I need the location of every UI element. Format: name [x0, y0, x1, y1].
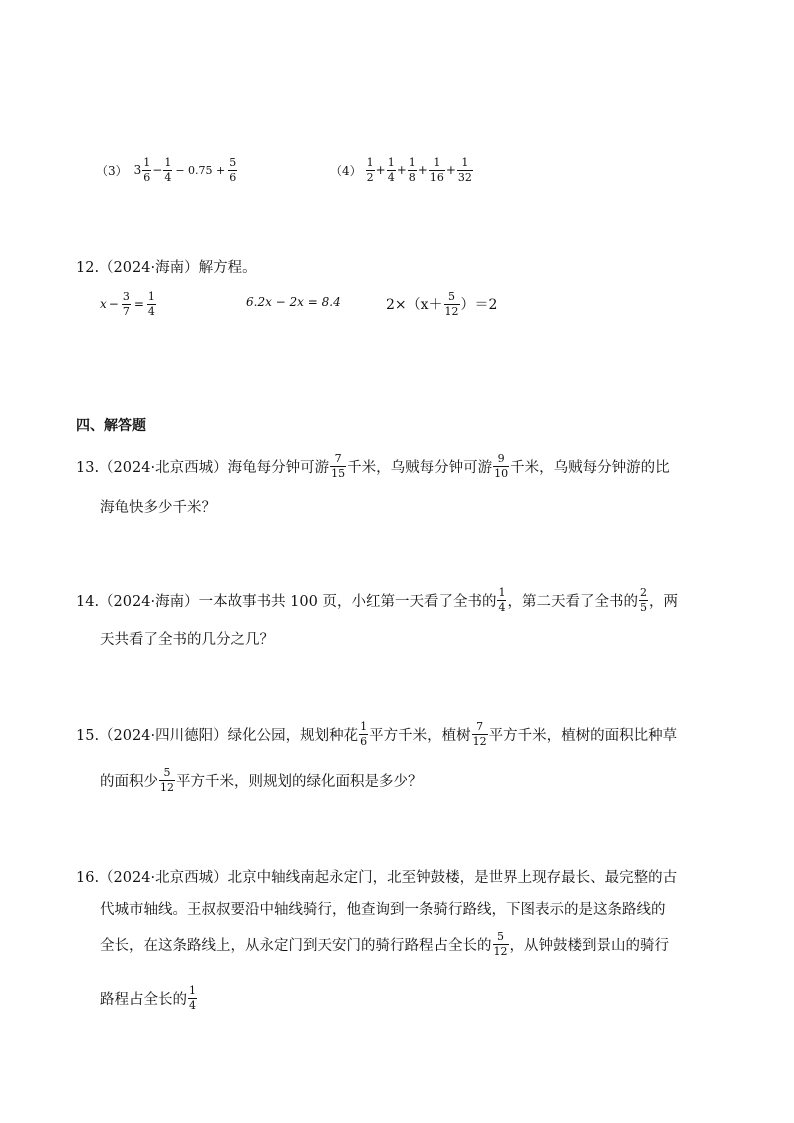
fraction: $\frac{7}{15}$ — [331, 451, 346, 480]
text: 15.（2024·四川德阳）绿化公园，规划种花 — [76, 727, 359, 744]
operator: + — [375, 163, 386, 177]
equation-part: 2×（x＋ — [386, 297, 443, 313]
text: 平方千米，植树的面积比种草 — [488, 727, 678, 744]
fraction: $\frac{2}{5}$ — [639, 585, 647, 614]
text: ，从钟鼓楼到景山的骑行 — [509, 937, 669, 954]
section-heading: 四、解答题 — [76, 418, 146, 434]
p15-line-1 — [76, 714, 677, 754]
text: 平方千米，植树 — [369, 727, 471, 744]
p12-equation-1 — [100, 284, 157, 324]
text: 的面积少 — [100, 773, 158, 790]
operator: − — [108, 297, 119, 311]
fraction: $\frac{5}{6}$ — [229, 155, 237, 184]
p13-line-1 — [76, 446, 670, 486]
p16-line-1: 16.（2024·北京西城）北京中轴线南起永定门，北至钟鼓楼，是世界上现存最长、最完整的古 — [76, 870, 678, 886]
p14-line-1 — [76, 580, 678, 620]
p12-heading: 12.（2024·海南）解方程。 — [76, 260, 257, 276]
p16-line-3 — [100, 924, 669, 964]
fraction: $\frac{5}{12}$ — [444, 289, 459, 318]
p16-line-2: 代城市轴线。王叔叔要沿中轴线骑行，他查询到一条骑行路线，下图表示的是这条路线的 — [100, 902, 666, 918]
p12-equation-3 — [386, 284, 497, 324]
fraction: $\frac{1}{2}$ — [366, 155, 374, 184]
p12-equation-2: 6.2x − 2x = 8.4 — [246, 295, 341, 309]
operator: + — [445, 163, 456, 177]
text: 14.（2024·海南）一本故事书共 100 页，小红第一天看了全书的 — [76, 593, 497, 610]
fraction: $\frac{1}{8}$ — [408, 155, 416, 184]
equation-part: ）＝2 — [460, 297, 498, 313]
fraction: $\frac{1}{4}$ — [387, 155, 395, 184]
whole-number: 3 — [133, 163, 142, 177]
item-label: （3） — [96, 163, 128, 178]
text: 路程占全长的 — [100, 991, 187, 1008]
fraction: $\frac{1}{6}$ — [143, 155, 151, 184]
fraction: $\frac{7}{12}$ — [472, 719, 487, 748]
operator: − 0.75 + — [175, 163, 226, 177]
text: 平方千米，则规划的绿化面积是多少？ — [176, 773, 423, 790]
p13-line-2: 海龟快多少千米？ — [100, 500, 216, 516]
fraction: $\frac{9}{10}$ — [494, 451, 509, 480]
p11-item3 — [96, 150, 238, 190]
operator: + — [396, 163, 407, 177]
fraction: $\frac{5}{12}$ — [160, 765, 174, 794]
p11-item4 — [330, 150, 474, 190]
operator: = — [133, 297, 144, 311]
fraction: $\frac{3}{7}$ — [122, 289, 130, 318]
operator: − — [152, 163, 163, 177]
p15-line-2 — [100, 760, 423, 800]
fraction: $\frac{1}{6}$ — [360, 719, 368, 748]
variable: x — [100, 297, 107, 311]
text: ，第二天看了全书的 — [507, 593, 638, 610]
text: 千米，乌贼每分钟游的比 — [510, 459, 670, 476]
text: 13.（2024·北京西城）海龟每分钟可游 — [76, 459, 330, 476]
text: 全长，在这条路线上，从永定门到天安门的骑行路程占全长的 — [100, 937, 492, 954]
fraction: $\frac{1}{32}$ — [457, 155, 472, 184]
fraction: $\frac{5}{12}$ — [493, 929, 508, 958]
item-label: （4） — [330, 163, 362, 178]
operator: + — [417, 163, 428, 177]
fraction: $\frac{1}{16}$ — [429, 155, 444, 184]
p14-line-2: 天共看了全书的几分之几？ — [100, 632, 274, 648]
fraction: $\frac{1}{4}$ — [189, 983, 196, 1012]
p16-line-4 — [100, 978, 198, 1018]
fraction: $\frac{1}{4}$ — [498, 585, 506, 614]
fraction: $\frac{1}{4}$ — [147, 289, 155, 318]
fraction: $\frac{1}{4}$ — [164, 155, 172, 184]
text: ，两 — [648, 593, 678, 610]
text: 千米，乌贼每分钟可游 — [347, 459, 493, 476]
